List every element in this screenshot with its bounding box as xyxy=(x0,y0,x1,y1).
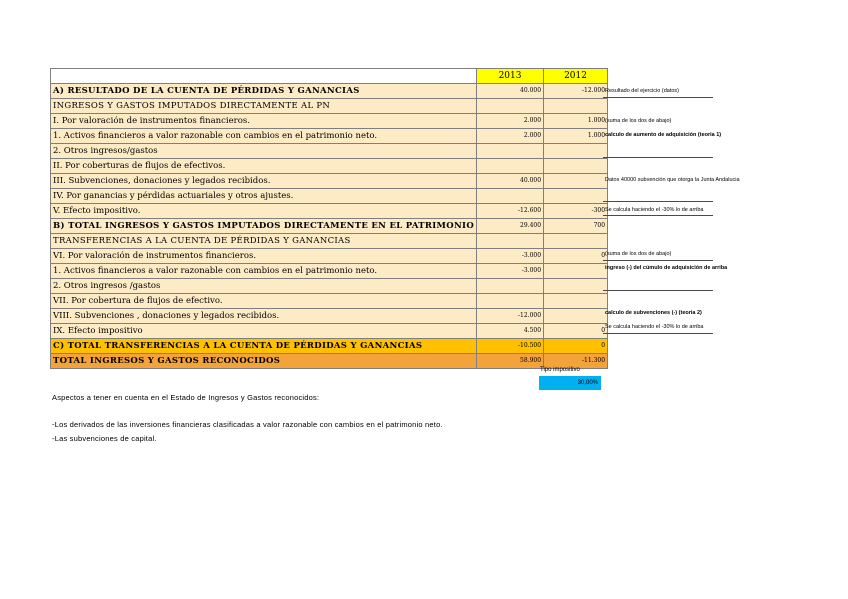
table-row xyxy=(51,234,608,249)
value-2012[interactable] xyxy=(544,144,608,159)
value-2013[interactable] xyxy=(477,279,544,294)
row-label[interactable]: VI. Por valoración de instrumentos financieros. xyxy=(51,249,477,264)
value-2013[interactable] xyxy=(477,159,544,174)
value-2012[interactable]: -11.300 xyxy=(544,354,608,369)
table-row xyxy=(51,279,608,294)
value-2012[interactable] xyxy=(544,309,608,324)
value-2012[interactable] xyxy=(544,174,608,189)
note-divider xyxy=(603,215,713,216)
aspects-title: Aspectos a tener en cuenta en el Estado de Ingresos y Gastos reconocidos: xyxy=(52,393,320,402)
value-2012[interactable] xyxy=(544,189,608,204)
row-label[interactable]: VII. Por cobertura de flujos de efectivo. xyxy=(51,294,477,309)
value-2013[interactable] xyxy=(477,234,544,249)
tax-rate-label: Tipo impositivo xyxy=(540,367,580,373)
note-divider xyxy=(603,290,713,291)
row-label[interactable]: VIII. Subvenciones , donaciones y legados recibidos. xyxy=(51,309,477,324)
value-2012[interactable]: -300 xyxy=(544,204,608,219)
row-label[interactable]: B) TOTAL INGRESOS Y GASTOS IMPUTADOS DIRECTAMENTE EN EL PATRIMONIO xyxy=(51,219,477,234)
value-2012[interactable] xyxy=(544,159,608,174)
value-2013[interactable]: -3.000 xyxy=(477,264,544,279)
table-row xyxy=(51,324,608,339)
side-note: calculo de subvenciones (-) (teoria 2) xyxy=(605,310,702,316)
value-2013[interactable]: 40.000 xyxy=(477,174,544,189)
table-row xyxy=(51,294,608,309)
table-row xyxy=(51,309,608,324)
note-divider xyxy=(603,97,713,98)
row-label[interactable]: 1. Activos financieros a valor razonable con cambios en el patrimonio neto. xyxy=(51,129,477,144)
value-2012[interactable] xyxy=(544,279,608,294)
value-2012[interactable]: 1.000 xyxy=(544,114,608,129)
aspects-line-2: -Las subvenciones de capital. xyxy=(52,434,157,443)
row-label[interactable]: 1. Activos financieros a valor razonable con cambios en el patrimonio neto. xyxy=(51,264,477,279)
table-row xyxy=(51,129,608,144)
value-2013[interactable]: -12.000 xyxy=(477,309,544,324)
value-2012[interactable] xyxy=(544,234,608,249)
side-note: calculo de aumento de adquisición (teoria 1) xyxy=(605,132,722,138)
row-label[interactable]: TRANSFERENCIAS A LA CUENTA DE PÉRDIDAS Y GANANCIAS xyxy=(51,234,477,249)
side-note: Resultado del ejercicio (datos) xyxy=(605,88,679,94)
value-2012[interactable] xyxy=(544,99,608,114)
tax-rate-value: 30,00% xyxy=(577,380,598,386)
header-row xyxy=(51,69,608,84)
note-divider xyxy=(603,201,713,202)
table-row xyxy=(51,114,608,129)
value-2012[interactable]: 0 xyxy=(544,249,608,264)
note-divider xyxy=(603,157,713,158)
table-row xyxy=(51,204,608,219)
table-row xyxy=(51,249,608,264)
year-2012-header[interactable]: 2012 xyxy=(544,69,608,84)
value-2012[interactable] xyxy=(544,264,608,279)
table-row xyxy=(51,354,608,369)
row-label[interactable]: INGRESOS Y GASTOS IMPUTADOS DIRECTAMENTE AL PN xyxy=(51,99,477,114)
value-2013[interactable]: 2.000 xyxy=(477,129,544,144)
row-label[interactable]: V. Efecto impositivo. xyxy=(51,204,477,219)
table-row xyxy=(51,144,608,159)
tax-rate-cell[interactable] xyxy=(539,376,601,390)
value-2012[interactable] xyxy=(544,294,608,309)
value-2012[interactable]: -12.000 xyxy=(544,84,608,99)
side-note: (suma de los dos de abajo) xyxy=(605,118,672,124)
value-2013[interactable] xyxy=(477,294,544,309)
table-row xyxy=(51,264,608,279)
row-label[interactable]: C) TOTAL TRANSFERENCIAS A LA CUENTA DE PÉRDIDAS Y GANANCIAS xyxy=(51,339,477,354)
value-2013[interactable]: 29.400 xyxy=(477,219,544,234)
year-2013-header[interactable]: 2013 xyxy=(477,69,544,84)
statement-table xyxy=(50,68,608,369)
value-2013[interactable]: -10.500 xyxy=(477,339,544,354)
table-row xyxy=(51,99,608,114)
value-2013[interactable] xyxy=(477,99,544,114)
side-note: Se calcula haciendo el -30% lo de arriba xyxy=(605,324,704,330)
row-label[interactable]: 2. Otros ingresos /gastos xyxy=(51,279,477,294)
row-label[interactable]: IV. Por ganancias y pérdidas actuariales y otros ajustes. xyxy=(51,189,477,204)
value-2013[interactable] xyxy=(477,144,544,159)
side-note: Datos 40000 subvención que otorga la Junta Andalucia xyxy=(605,177,740,183)
row-label[interactable]: A) RESULTADO DE LA CUENTA DE PÉRDIDAS Y GANANCIAS xyxy=(51,84,477,99)
value-2012[interactable]: 1.000 xyxy=(544,129,608,144)
value-2013[interactable]: 4.500 xyxy=(477,324,544,339)
row-label[interactable]: III. Subvenciones, donaciones y legados recibidos. xyxy=(51,174,477,189)
row-label[interactable]: II. Por coberturas de flujos de efectivos. xyxy=(51,159,477,174)
table-row xyxy=(51,174,608,189)
header-label-cell[interactable] xyxy=(51,69,477,84)
row-label[interactable]: TOTAL INGRESOS Y GASTOS RECONOCIDOS xyxy=(51,354,477,369)
side-note: ingreso (-) del cúmulo de adquisición de arriba xyxy=(605,265,728,271)
value-2013[interactable]: 40.000 xyxy=(477,84,544,99)
value-2012[interactable]: 700 xyxy=(544,219,608,234)
table-row xyxy=(51,219,608,234)
table-row xyxy=(51,159,608,174)
note-divider xyxy=(603,260,713,261)
table-row xyxy=(51,189,608,204)
aspects-line-1: -Los derivados de las inversiones financieras clasificadas a valor razonable con cambios en el patrimonio neto. xyxy=(52,420,443,429)
value-2013[interactable]: 2.000 xyxy=(477,114,544,129)
value-2012[interactable]: 0 xyxy=(544,339,608,354)
row-label[interactable]: IX. Efecto impositivo xyxy=(51,324,477,339)
value-2013[interactable]: -3.000 xyxy=(477,249,544,264)
side-note: Se calcula haciendo el -30% lo de arriba xyxy=(605,207,704,213)
row-label[interactable]: I. Por valoración de instrumentos financieros. xyxy=(51,114,477,129)
value-2013[interactable] xyxy=(477,189,544,204)
table-row xyxy=(51,339,608,354)
value-2012[interactable]: 0 xyxy=(544,324,608,339)
side-note: (suma de los dos de abajo) xyxy=(605,251,672,257)
value-2013[interactable]: -12.600 xyxy=(477,204,544,219)
row-label[interactable]: 2. Otros ingresos/gastos xyxy=(51,144,477,159)
note-divider xyxy=(603,333,713,334)
value-2013[interactable]: 58.900 xyxy=(477,354,544,369)
table-row xyxy=(51,84,608,99)
